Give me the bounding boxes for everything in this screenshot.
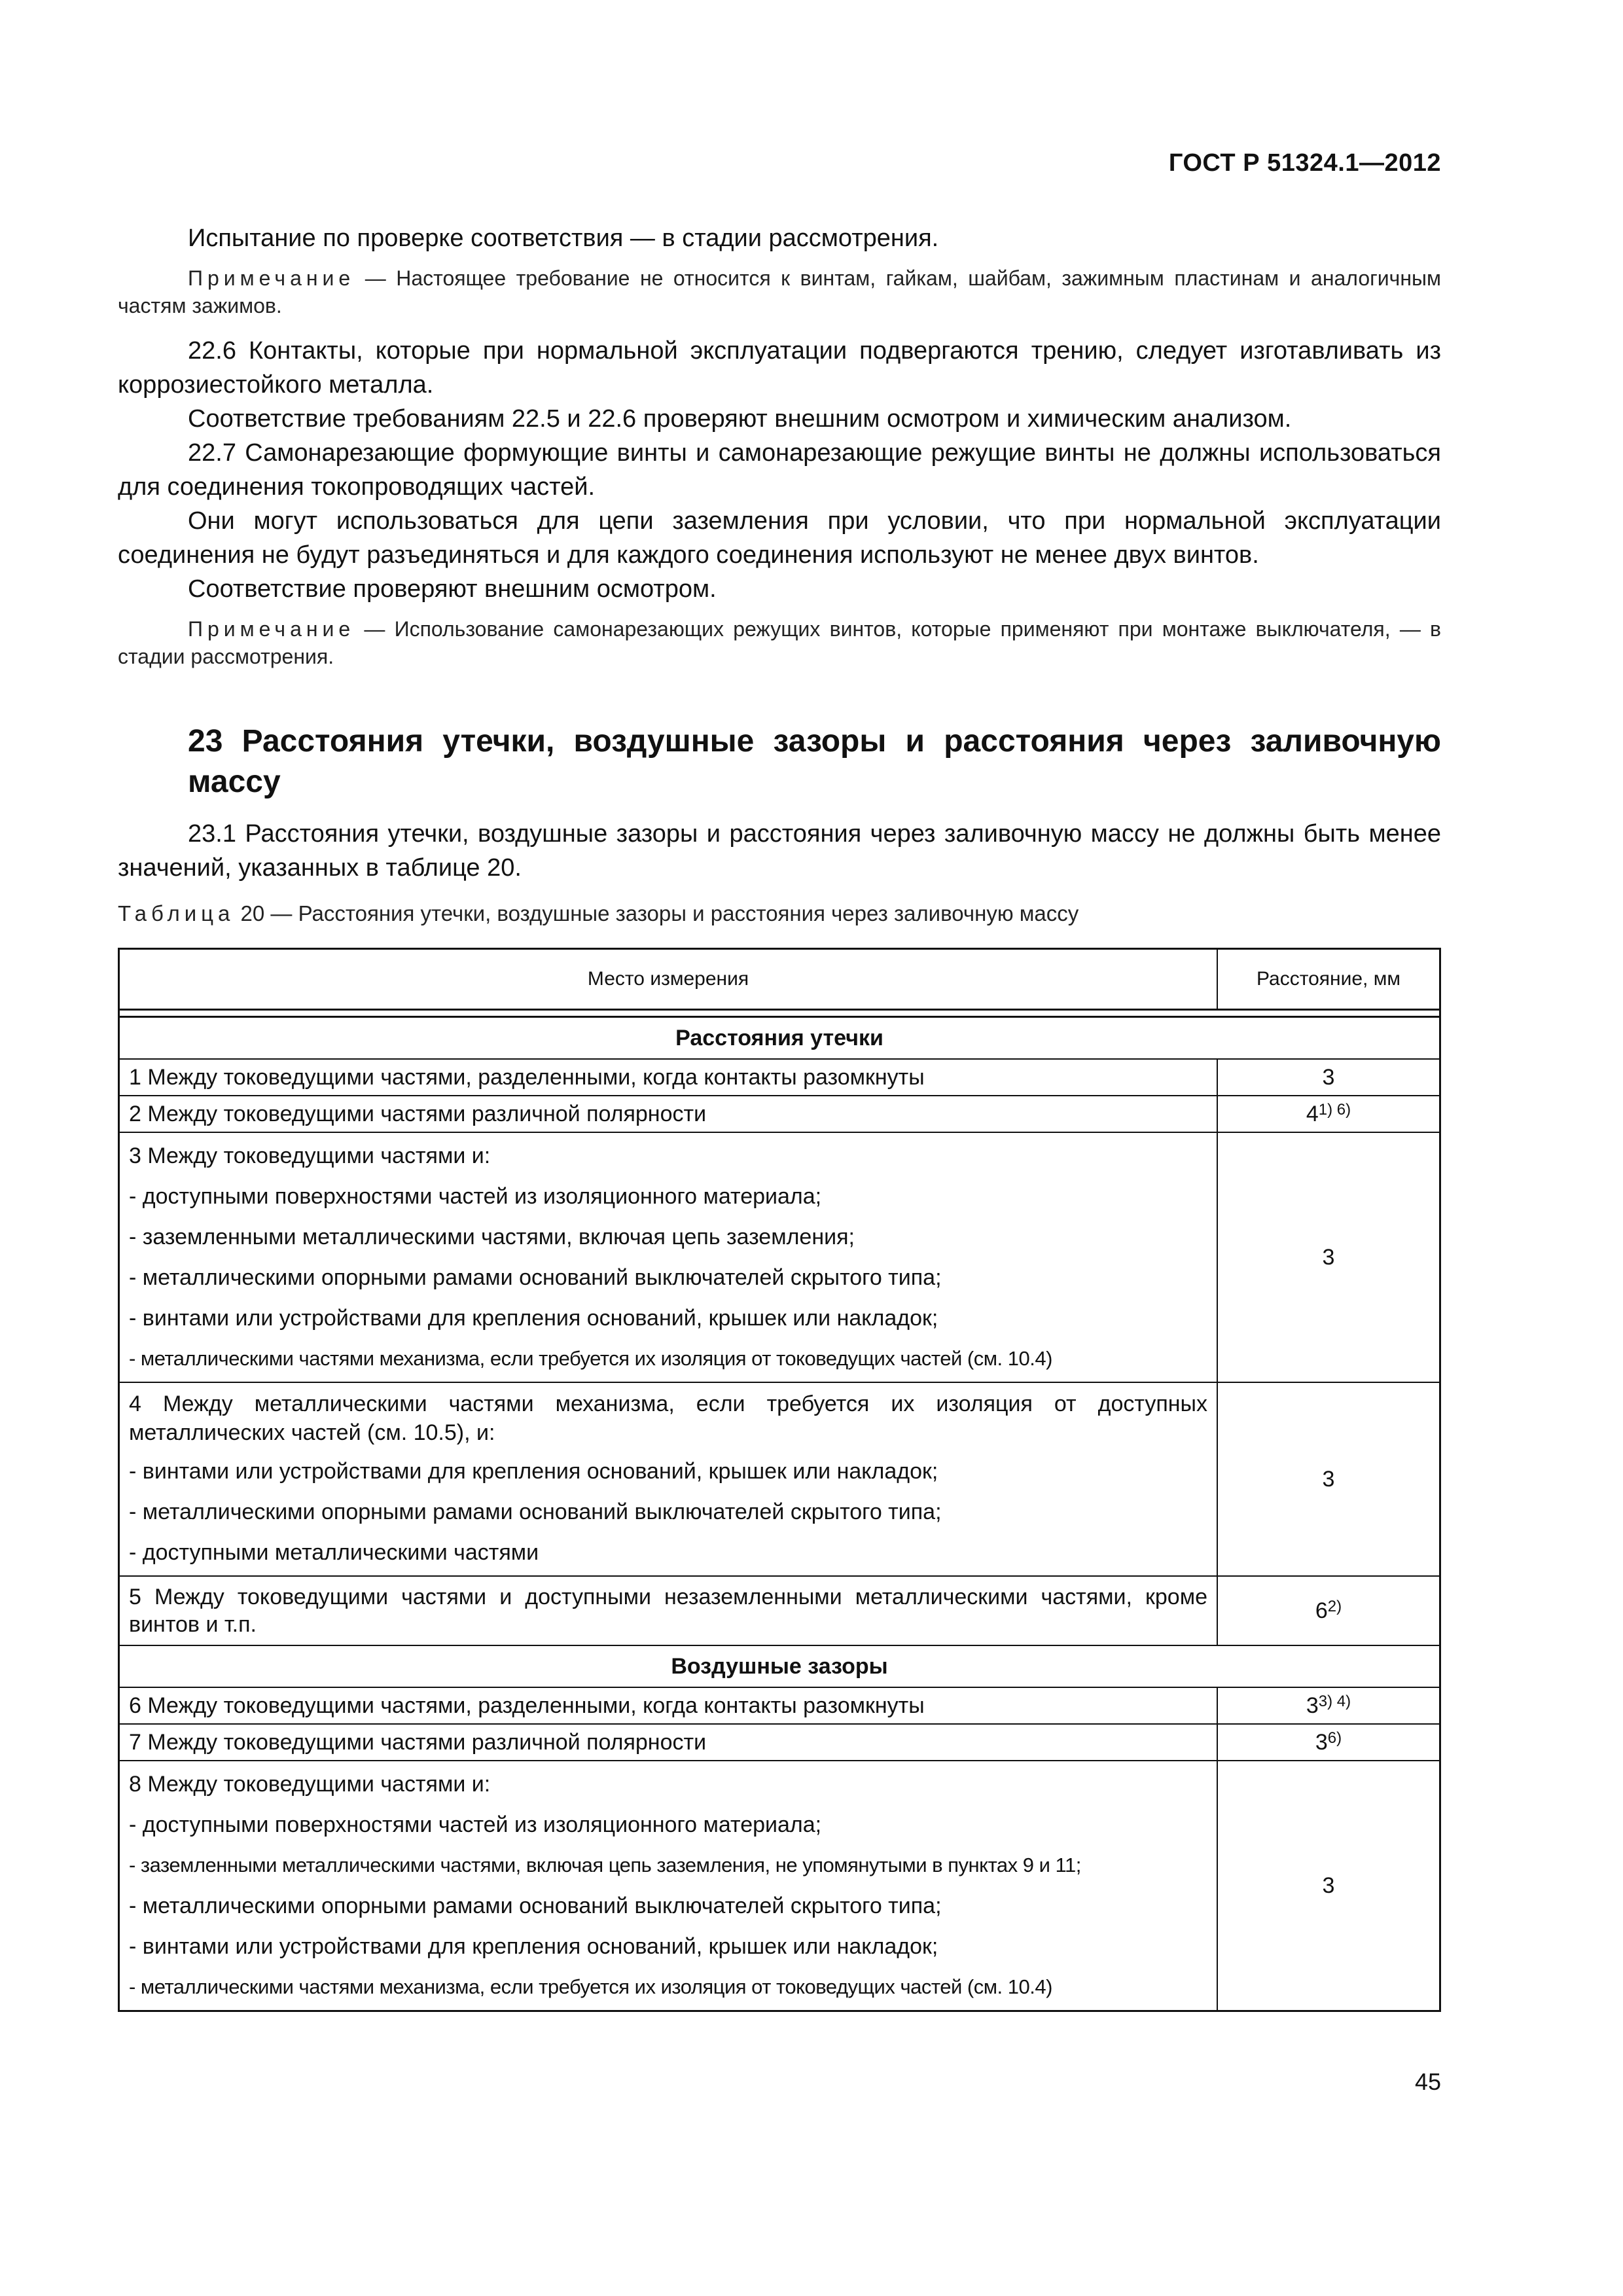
row-4-intro: 4 Между металлическими частями механизма, если требуется их изоляция от доступных металлических частей (см. 10.5), и: bbox=[129, 1391, 1207, 1445]
table-caption-text: 20 — Расстояния утечки, воздушные зазоры и расстояния через заливочную массу bbox=[234, 901, 1079, 925]
row-8-intro: 8 Между токоведущими частями и: bbox=[129, 1772, 491, 1797]
page-number: 45 bbox=[1414, 2068, 1441, 2095]
page-content bbox=[118, 221, 1441, 2012]
row-5-value bbox=[1217, 1576, 1440, 1645]
row-4-item: - металлическими опорными рамами оснований выключателей скрытого типа; bbox=[129, 1499, 942, 1524]
paragraph-22-7: 22.7 Самонарезающие формующие винты и самонарезающие режущие винты не должны использоваться для соединения токопроводящих частей. bbox=[118, 439, 1441, 501]
section-23-title: 23 Расстояния утечки, воздушные зазоры и расстояния через заливочную массу bbox=[188, 724, 1441, 799]
paragraph-22-6: 22.6 Контакты, которые при нормальной эксплуатации подвергаются трению, следует изготавливать из коррозиестойкого металла. bbox=[118, 337, 1441, 399]
note-1-text: — Настоящее требование не относится к винтам, гайкам, шайбам, зажимным пластинам и аналогичным частям зажимов. bbox=[118, 266, 1441, 317]
paragraph-compliance-22-5: Соответствие требованиям 22.5 и 22.6 проверяют внешним осмотром и химическим анализом. bbox=[188, 405, 1292, 433]
group-creepage: Расстояния утечки bbox=[119, 1017, 1440, 1060]
row-2-value bbox=[1217, 1096, 1440, 1132]
table-row bbox=[119, 1059, 1440, 1096]
row-7-footnote-ref: 6) bbox=[1327, 1729, 1342, 1747]
header-separator bbox=[119, 1010, 1440, 1017]
row-8-text bbox=[119, 1761, 1218, 2011]
row-6-footnote-ref: 3) 4) bbox=[1318, 1693, 1351, 1710]
column-header-distance: Расстояние, мм bbox=[1217, 949, 1440, 1010]
row-4-item: - винтами или устройствами для крепления оснований, крышек или накладок; bbox=[129, 1459, 938, 1484]
row-6-number: 3 bbox=[1306, 1693, 1319, 1718]
table-row bbox=[119, 1132, 1440, 1382]
row-6-value bbox=[1217, 1687, 1440, 1724]
table-header-row bbox=[119, 949, 1440, 1010]
row-8-item: - металлическими опорными рамами оснований выключателей скрытого типа; bbox=[129, 1893, 942, 1918]
row-8-item: - доступными поверхностями частей из изоляционного материала; bbox=[129, 1812, 822, 1837]
table-row bbox=[119, 1687, 1440, 1724]
table-caption bbox=[118, 899, 1441, 928]
table-row bbox=[119, 1724, 1440, 1761]
row-7-number: 3 bbox=[1315, 1730, 1328, 1755]
row-3-item: - металлическими частями механизма, если требуется их изоляция от токоведущих частей (см. 10.4) bbox=[129, 1347, 1052, 1370]
note-2 bbox=[118, 615, 1441, 670]
row-7-value bbox=[1217, 1724, 1440, 1761]
table-row bbox=[119, 1096, 1440, 1132]
row-5-number: 6 bbox=[1315, 1598, 1328, 1623]
note-2-text: — Использование самонарезающих режущих винтов, которые применяют при монтаже выключателя, — в стадии рассмотрения. bbox=[118, 617, 1441, 668]
row-3-intro: 3 Между токоведущими частями и: bbox=[129, 1143, 491, 1168]
row-1-number: 3 bbox=[1322, 1065, 1335, 1090]
row-3-value: 3 bbox=[1217, 1132, 1440, 1382]
table-caption-label: Таблица bbox=[118, 901, 235, 925]
paragraph-test-status: Испытание по проверке соответствия — в стадии рассмотрения. bbox=[188, 224, 939, 252]
row-1-value bbox=[1217, 1059, 1440, 1096]
row-3-item: - доступными поверхностями частей из изоляционного материала; bbox=[129, 1184, 822, 1209]
row-8-value: 3 bbox=[1217, 1761, 1440, 2011]
row-3-text bbox=[119, 1132, 1218, 1382]
row-2-footnote-ref: 1) 6) bbox=[1318, 1101, 1351, 1119]
paragraph-earthing: Они могут использоваться для цепи заземления при условии, что при нормальной эксплуатации соединения не будут разъединяться и для каждого соединения используют не менее двух винтов. bbox=[118, 507, 1441, 569]
row-8-item: - металлическими частями механизма, если требуется их изоляция от токоведущих частей (см. 10.4) bbox=[129, 1975, 1052, 1998]
row-2-text: 2 Между токоведущими частями различной полярности bbox=[119, 1096, 1218, 1132]
row-3-item: - металлическими опорными рамами оснований выключателей скрытого типа; bbox=[129, 1265, 942, 1290]
row-5-footnote-ref: 2) bbox=[1327, 1598, 1342, 1615]
row-4-item: - доступными металлическими частями bbox=[129, 1540, 539, 1565]
row-8-item: - винтами или устройствами для крепления оснований, крышек или накладок; bbox=[129, 1934, 938, 1959]
table-20 bbox=[118, 948, 1441, 2012]
row-8-item: - заземленными металлическими частями, включая цепь заземления, не упомянутыми в пунктах 9 и 11; bbox=[129, 1854, 1081, 1876]
row-3-item: - заземленными металлическими частями, включая цепь заземления; bbox=[129, 1225, 855, 1249]
note-2-label: Примечание bbox=[188, 617, 355, 641]
row-6-text: 6 Между токоведущими частями, разделенными, когда контакты разомкнуты bbox=[119, 1687, 1218, 1724]
document-id-header: ГОСТ Р 51324.1—2012 bbox=[1168, 149, 1441, 177]
row-4-value: 3 bbox=[1217, 1382, 1440, 1576]
paragraph-23-1: 23.1 Расстояния утечки, воздушные зазоры и расстояния через заливочную массу не должны быть менее значений, указанных в таблице 20. bbox=[118, 820, 1441, 882]
group-clearances: Воздушные зазоры bbox=[119, 1645, 1440, 1687]
table-row bbox=[119, 1761, 1440, 2011]
table-row bbox=[119, 1382, 1440, 1576]
column-header-place: Место измерения bbox=[119, 949, 1218, 1010]
table-group-row bbox=[119, 1645, 1440, 1687]
paragraph-compliance-inspection: Соответствие проверяют внешним осмотром. bbox=[188, 575, 717, 603]
row-3-item: - винтами или устройствами для крепления оснований, крышек или накладок; bbox=[129, 1306, 938, 1331]
table-group-row bbox=[119, 1017, 1440, 1060]
row-1-text: 1 Между токоведущими частями, разделенными, когда контакты разомкнуты bbox=[119, 1059, 1218, 1096]
note-1-label: Примечание bbox=[188, 266, 355, 290]
note-1 bbox=[118, 264, 1441, 319]
row-7-text: 7 Между токоведущими частями различной полярности bbox=[119, 1724, 1218, 1761]
row-4-text bbox=[119, 1382, 1218, 1576]
table-row bbox=[119, 1576, 1440, 1645]
row-5-text: 5 Между токоведущими частями и доступными незаземленными металлическими частями, кроме винтов и т.п. bbox=[119, 1576, 1218, 1645]
row-2-number: 4 bbox=[1306, 1102, 1319, 1126]
